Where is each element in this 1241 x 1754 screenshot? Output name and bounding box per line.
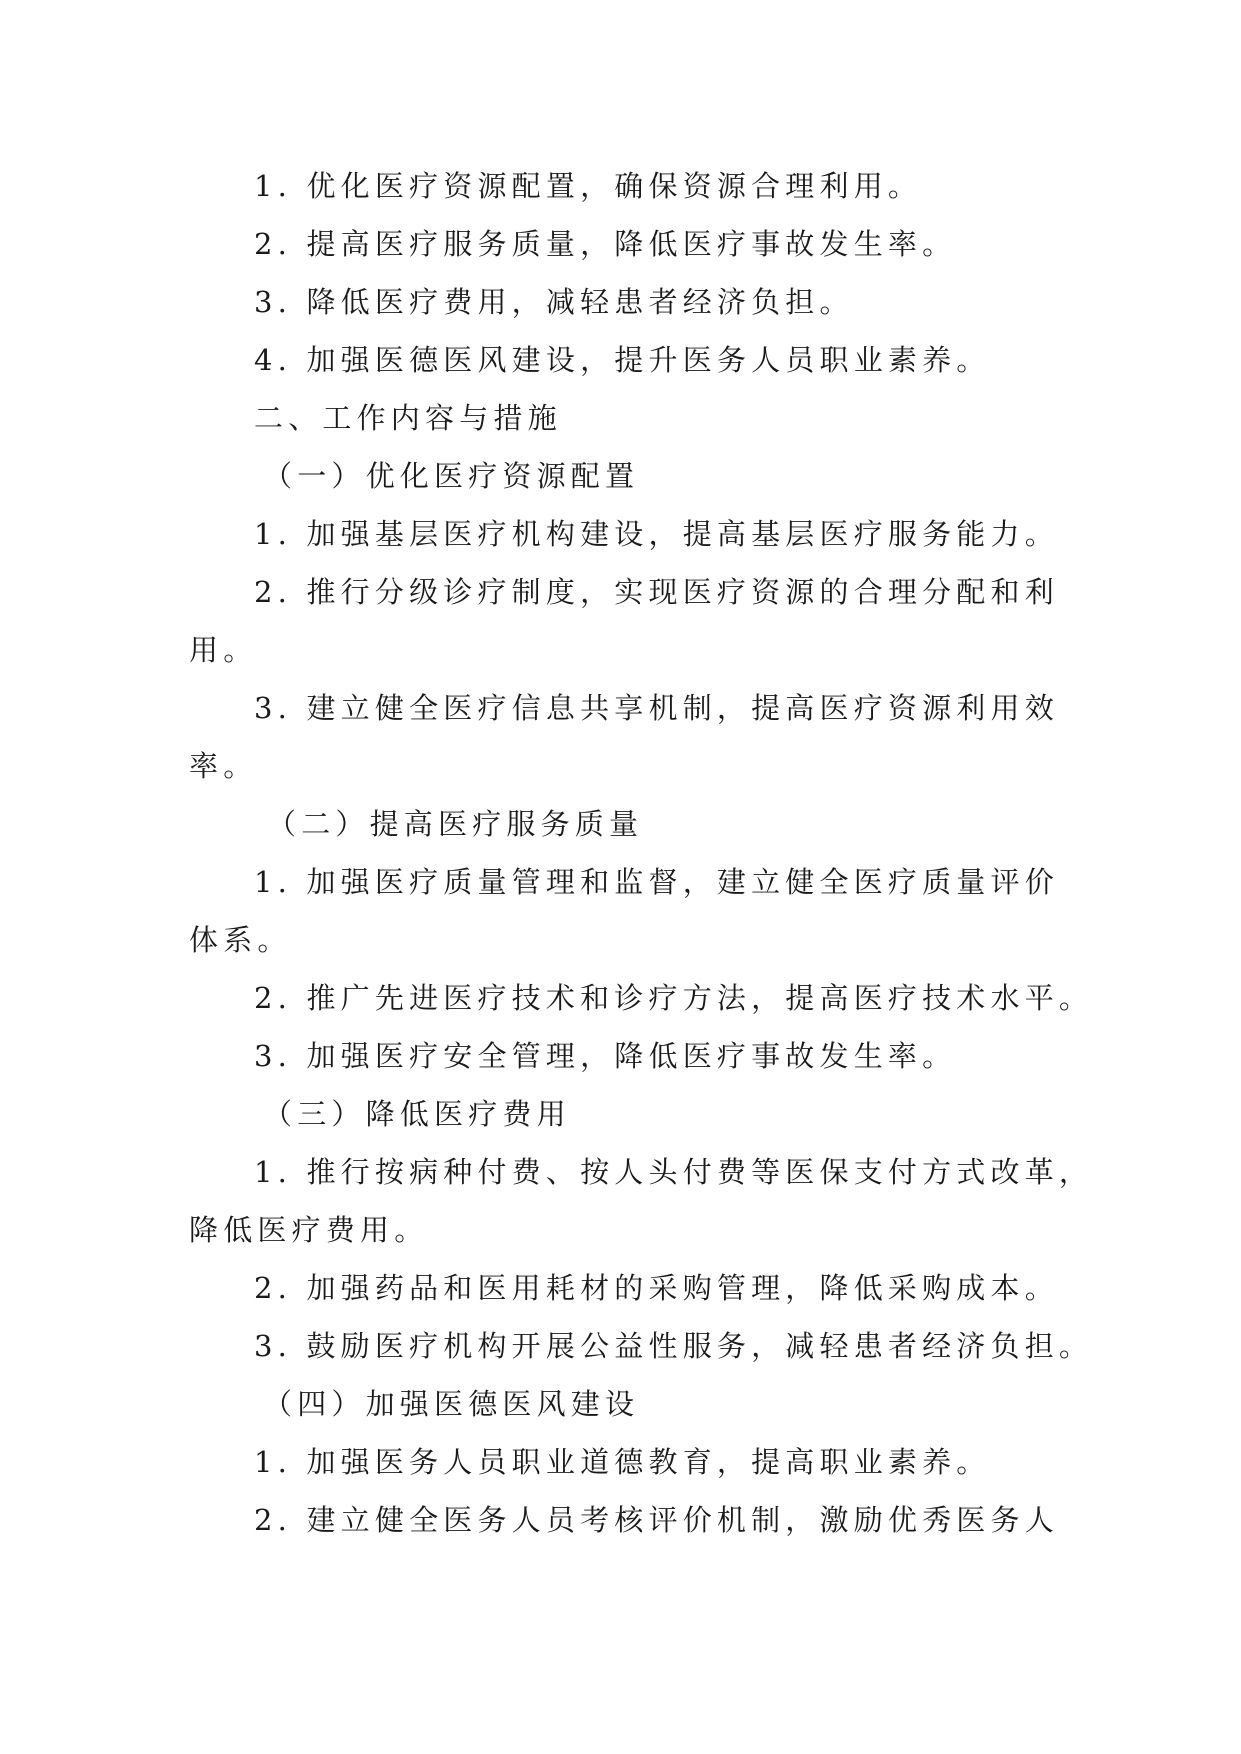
text-line-continuation: 体系。 — [189, 923, 292, 957]
text-line: 2. 建立健全医务人员考核评价机制，激励优秀医务人 — [254, 1503, 1059, 1537]
text-line-continuation: 率。 — [189, 749, 258, 783]
text-line: 3. 鼓励医疗机构开展公益性服务，减轻患者经济负担。 — [254, 1329, 1094, 1363]
text-line: 1. 加强医疗质量管理和监督，建立健全医疗质量评价 — [254, 865, 1059, 899]
text-line: 3. 建立健全医疗信息共享机制，提高医疗资源利用效 — [254, 691, 1059, 725]
subsection-heading: （三）降低医疗费用 — [263, 1097, 571, 1131]
text-line: 3. 加强医疗安全管理，降低医疗事故发生率。 — [254, 1039, 957, 1073]
text-line: 2. 加强药品和医用耗材的采购管理，降低采购成本。 — [254, 1271, 1059, 1305]
text-line: 1. 推行按病种付费、按人头付费等医保支付方式改革， — [254, 1155, 1094, 1189]
subsection-heading: （四）加强医德医风建设 — [263, 1387, 640, 1421]
text-line: 2. 提高医疗服务质量，降低医疗事故发生率。 — [254, 227, 957, 261]
text-line-continuation: 用。 — [189, 633, 258, 667]
text-line: 1. 加强基层医疗机构建设，提高基层医疗服务能力。 — [254, 517, 1059, 551]
text-line: 1. 加强医务人员职业道德教育，提高职业素养。 — [254, 1445, 991, 1479]
text-line: 2. 推行分级诊疗制度，实现医疗资源的合理分配和利 — [254, 575, 1059, 609]
section-heading: 二、工作内容与措施 — [254, 401, 562, 435]
text-line: 1. 优化医疗资源配置，确保资源合理利用。 — [254, 169, 923, 203]
text-line-continuation: 降低医疗费用。 — [189, 1213, 429, 1247]
text-line: 3. 降低医疗费用，减轻患者经济负担。 — [254, 285, 854, 319]
text-line: 2. 推广先进医疗技术和诊疗方法，提高医疗技术水平。 — [254, 981, 1094, 1015]
subsection-heading: （一）优化医疗资源配置 — [263, 459, 640, 493]
document-body — [189, 157, 1094, 1549]
subsection-heading: （二）提高医疗服务质量 — [267, 807, 644, 841]
text-line: 4. 加强医德医风建设，提升医务人员职业素养。 — [254, 343, 991, 377]
